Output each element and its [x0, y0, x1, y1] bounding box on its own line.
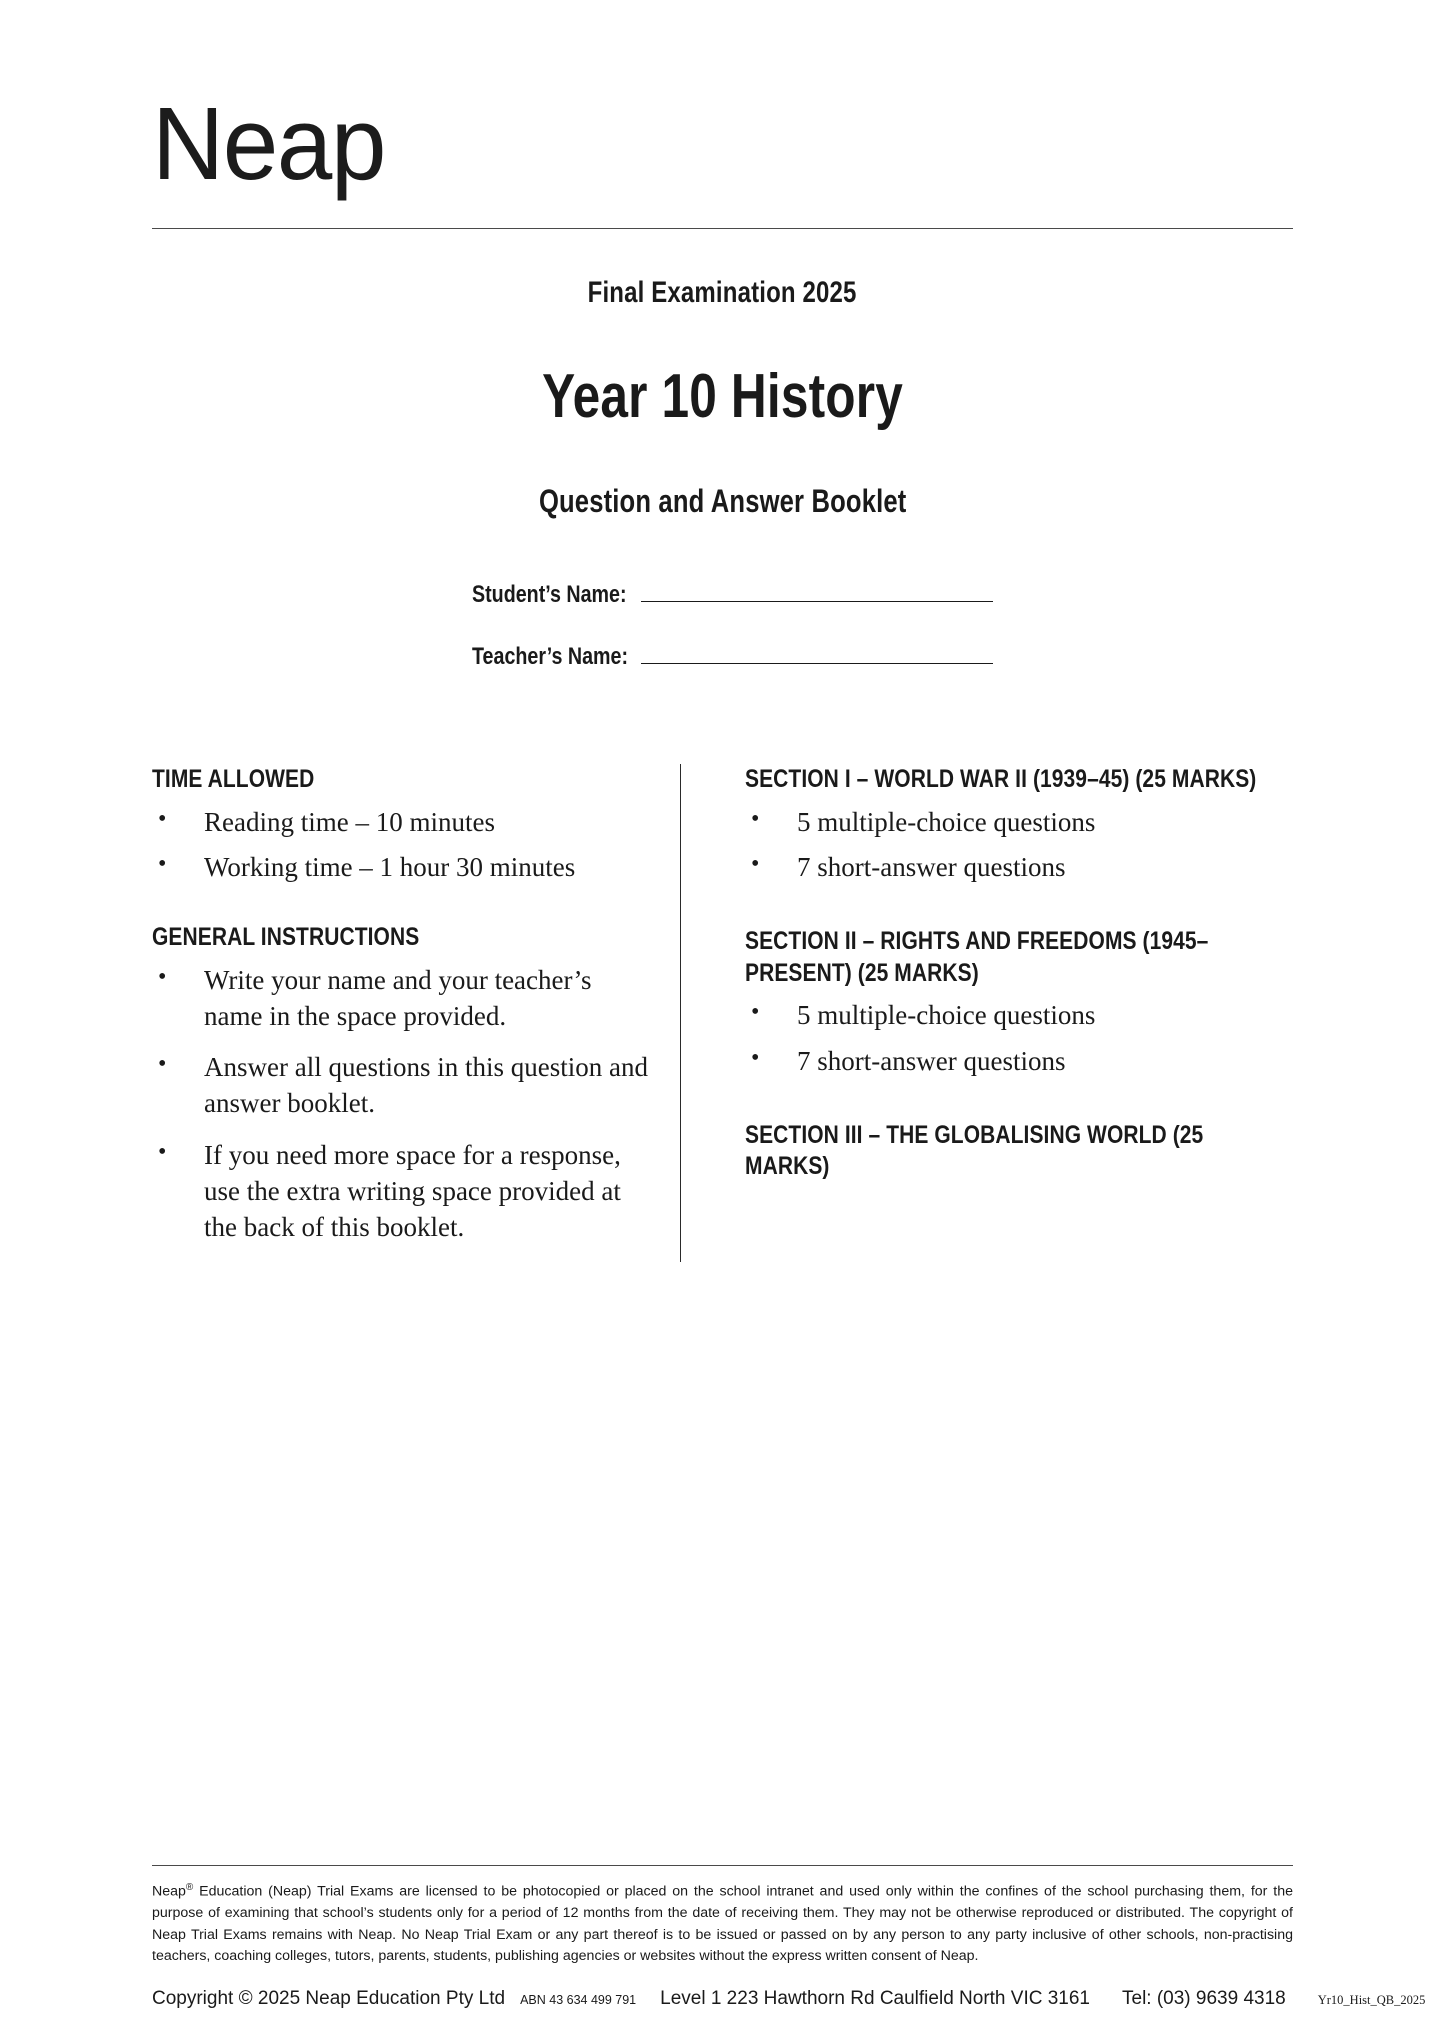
exam-title-wrap: [152, 364, 1293, 430]
section-ii-heading: SECTION II – RIGHTS AND FREEDOMS (1945– PRESENT) (25 MARKS): [745, 927, 1209, 987]
right-sections-column: [681, 764, 1293, 1191]
page-content: [152, 0, 1293, 1262]
section-i-heading: SECTION I – WORLD WAR II (1939–45) (25 MARKS): [745, 765, 1257, 794]
list-item: • 5 multiple-choice questions: [745, 998, 1293, 1034]
legal-lead-word: Neap: [152, 1883, 186, 1900]
registered-trademark-icon: ®: [185, 1881, 194, 1893]
booklet-label-wrap: [152, 484, 1293, 519]
legal-body: Education (Neap) Trial Exams are licensed to be photocopied or placed on the school intranet and used only within the confines of the school purchasing them, for the purpose of examining that school’s students only for a period of 12 months from the date of receiving them. They may not be otherwise reproduced or distributed. The copyright of Neap Trial Exams remains with Neap. No Neap Trial Exam or any part thereof is to be issued or passed on by any person to any party inclusive of other schools, non-practising teachers, coaching colleges, tutors, parents, students, publishing agencies or websites without the express written consent of Neap.: [152, 1883, 1293, 1965]
neap-logo: Neap: [152, 86, 386, 201]
teacher-name-input[interactable]: [641, 643, 993, 664]
list-item: • If you need more space for a response, use the extra writing space provided at the back of this booklet.: [152, 1138, 654, 1246]
section-iii-heading: SECTION III – THE GLOBALISING WORLD (25 MARKS): [745, 1120, 1204, 1180]
list-item: • Reading time – 10 minutes: [152, 805, 654, 841]
document-code: Yr10_Hist_QB_2025: [1317, 1993, 1426, 2007]
left-instruction-column: [152, 764, 680, 1262]
title-block: [152, 276, 1293, 519]
company-address: Level 1 223 Hawthorn Rd Caulfield North VIC 3161: [660, 1988, 1090, 2009]
exam-label: Final Examination 2025: [588, 276, 857, 309]
name-fields: [152, 581, 1293, 671]
time-allowed-heading: TIME ALLOWED: [152, 765, 315, 794]
general-instructions-list: [152, 963, 654, 1246]
teacher-name-label: Teacher’s Name:: [472, 643, 629, 671]
masthead: [152, 0, 1293, 210]
time-allowed-list: [152, 805, 654, 887]
list-item: • 7 short-answer questions: [745, 850, 1293, 886]
contact-telephone: Tel: (03) 9639 4318: [1122, 1988, 1286, 2009]
exam-label-wrap: [152, 276, 1293, 309]
imprint-line: [152, 1988, 1426, 2010]
list-item: • Answer all questions in this question and answer booklet.: [152, 1050, 654, 1122]
student-name-input[interactable]: [641, 581, 993, 602]
copyright-legal-text: [152, 1880, 1293, 1968]
list-item: • 5 multiple-choice questions: [745, 805, 1293, 841]
header-divider-rule: [152, 228, 1293, 229]
teacher-name-row: [472, 643, 1293, 671]
general-instructions-heading: GENERAL INSTRUCTIONS: [152, 923, 420, 952]
page-footer: [152, 1865, 1426, 2010]
copyright-notice: Copyright © 2025 Neap Education Pty Ltd: [152, 1988, 506, 2009]
instructions-columns: [152, 764, 1293, 1262]
student-name-row: [472, 581, 1293, 609]
abn-number: ABN 43 634 499 791: [520, 1993, 637, 2007]
list-item: • Write your name and your teacher’s name in the space provided.: [152, 963, 654, 1035]
section-ii-list: [745, 998, 1293, 1080]
footer-divider-rule: [152, 1865, 1293, 1866]
list-item: • 7 short-answer questions: [745, 1044, 1293, 1080]
student-name-label: Student’s Name:: [472, 581, 627, 609]
list-item: • Working time – 1 hour 30 minutes: [152, 850, 654, 886]
page-title: Year 10 History: [542, 362, 903, 431]
booklet-label: Question and Answer Booklet: [538, 483, 907, 520]
section-i-list: [745, 805, 1293, 887]
